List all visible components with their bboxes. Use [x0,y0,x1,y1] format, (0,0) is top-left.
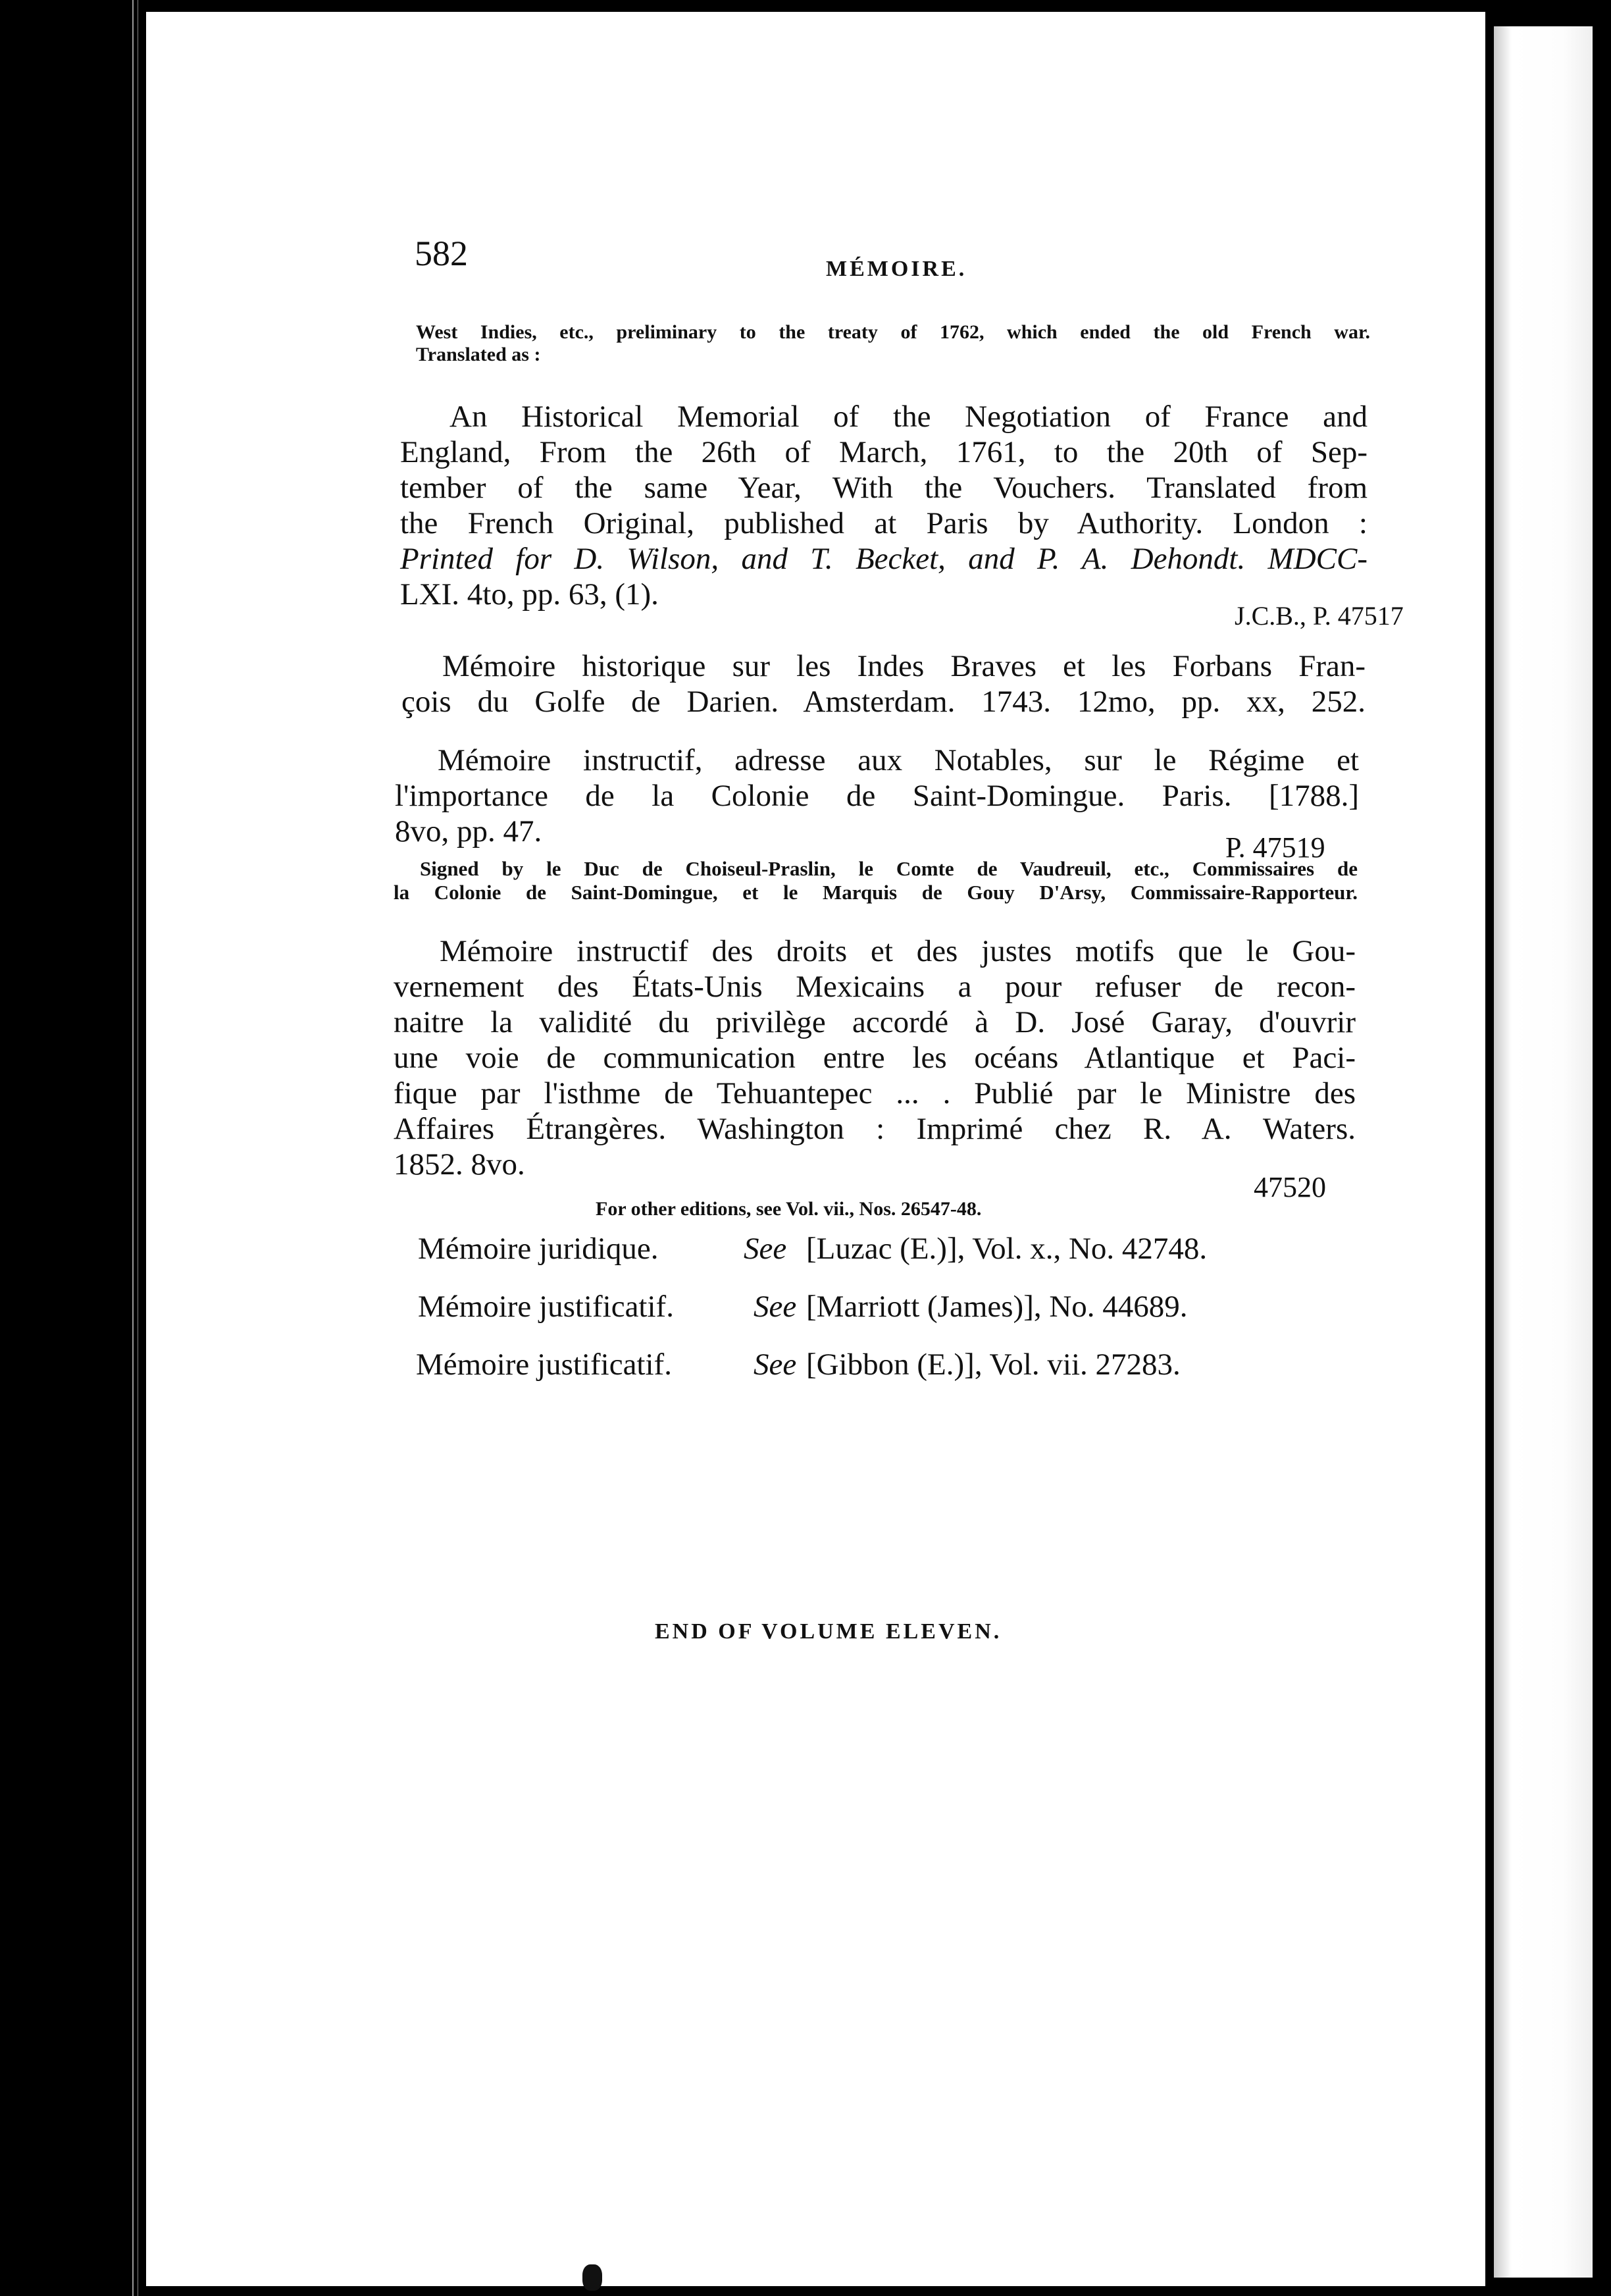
end-of-volume-note: END OF VOLUME ELEVEN. [655,1619,1002,1644]
entry-line: Mémoire instructif des droits et des justes motifs que le Gou- [440,934,1356,968]
book-spine-edge [128,0,148,2296]
entry-line: tember of the same Year, With the Vouchers. Translated from [400,471,1368,505]
cross-ref-see: See [754,1290,797,1324]
entry-line: 1852. 8vo. [394,1147,525,1182]
scan-speck [582,2264,602,2291]
entry-reference: P. 47519 [1225,831,1325,864]
cross-ref-title: Mémoire justificatif. [418,1290,674,1324]
page-number: 582 [415,234,468,273]
entry-line: Affaires Étrangères. Washington : Imprimé chez R. A. Waters. [394,1112,1356,1146]
running-title: MÉMOIRE. [826,257,967,281]
entry-line: England, From the 26th of March, 1761, to the 20th of Sep- [400,435,1368,469]
entry-historical-memorial [400,399,1368,612]
cross-ref-title: Mémoire justificatif. [416,1347,672,1382]
intro-note [416,321,1370,366]
entry-line: fique par l'isthme de Tehuantepec ... . Publié par le Ministre des [394,1076,1356,1110]
entry-line: the French Original, published at Paris by Authority. London : [400,506,1368,540]
facing-page-edge [1494,26,1593,2278]
entry-line: naitre la validité du privilège accordé à D. José Garay, d'ouvrir [394,1005,1356,1039]
note-line: Signed by le Duc de Choiseul-Praslin, le Comte de Vaudreuil, etc., Commissaires de [420,857,1358,880]
entry-line: An Historical Memorial of the Negotiation of France and [449,400,1368,434]
cross-ref-see: See [754,1347,797,1382]
entry-line: Mémoire historique sur les Indes Braves et les Forbans Fran- [442,649,1366,683]
cross-ref-target: [Gibbon (E.)], Vol. vii. 27283. [806,1347,1181,1382]
entry-line: une voie de communication entre les océans Atlantique et Paci- [394,1041,1356,1075]
cross-ref-see: See [744,1232,787,1266]
entry-memoire-historique [401,648,1366,719]
entry-reference: 47520 [1254,1171,1326,1203]
intro-note-line: West Indies, etc., preliminary to the treaty of 1762, which ended the old French war. [416,321,1370,343]
entry-line: Mémoire instructif, adresse aux Notables, sur le Régime et [438,743,1359,777]
cross-ref-target: [Marriott (James)], No. 44689. [806,1290,1188,1324]
entry-line: Printed for D. Wilson, and T. Becket, and P. A. Dehondt. MDCC- [400,542,1368,576]
note-line: la Colonie de Saint-Domingue, et le Marquis de Gouy D'Arsy, Commissaire-Rapporteur. [394,881,1358,904]
entry-line: 8vo, pp. 47. [395,814,542,848]
cross-ref-title: Mémoire juridique. [418,1232,659,1266]
entry-line: çois du Golfe de Darien. Amsterdam. 1743. 12mo, pp. xx, 252. [401,685,1366,719]
entry-signature-note [394,857,1358,904]
cross-ref-target: [Luzac (E.)], Vol. x., No. 42748. [806,1232,1208,1266]
entry-memoire-instructif-droits [394,933,1356,1182]
entry-line: LXI. 4to, pp. 63, (1). [400,577,659,612]
entry-editions-note: For other editions, see Vol. vii., Nos. 26547-48. [596,1198,982,1220]
intro-note-line: Translated as : [416,344,541,365]
entry-line: vernement des États-Unis Mexicains a pour refuser de recon- [394,970,1356,1004]
entry-reference: J.C.B., P. 47517 [1235,601,1404,631]
entry-memoire-instructif-notables [395,743,1359,849]
entry-line: l'importance de la Colonie de Saint-Domingue. Paris. [1788.] [395,779,1359,813]
